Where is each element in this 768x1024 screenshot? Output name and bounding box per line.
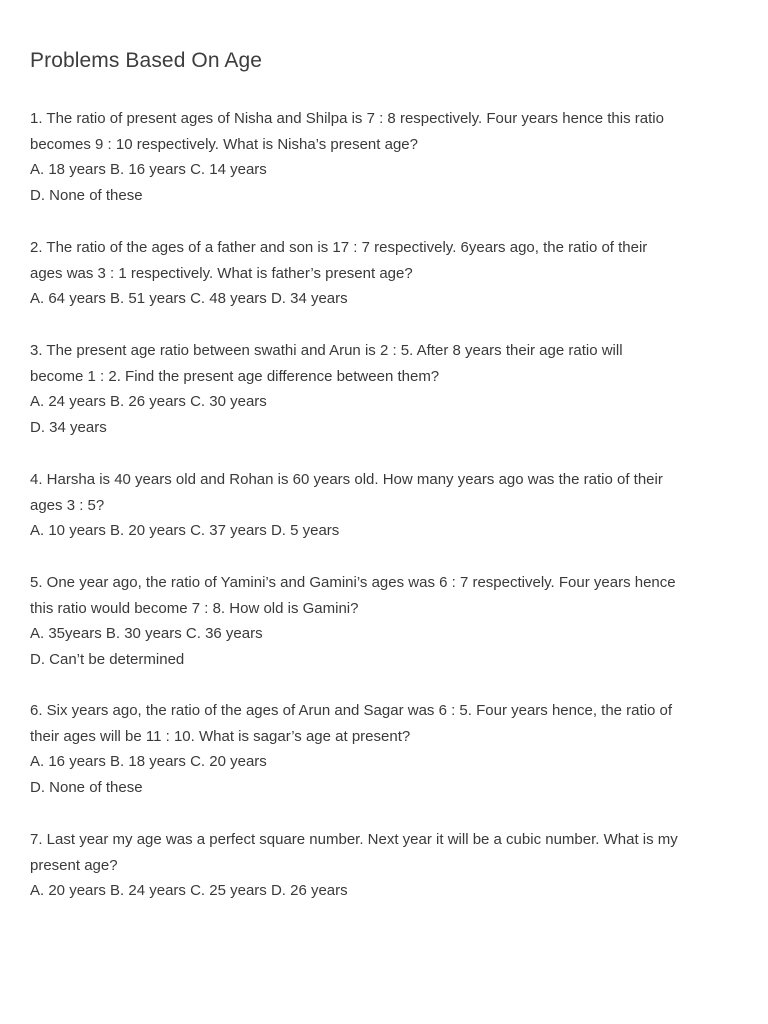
question-text-line: 7. Last year my age was a perfect square number. Next year it will be a cubic number. What is my (30, 831, 678, 848)
answer-options: D. None of these (30, 779, 143, 797)
answer-options: A. 24 years B. 26 years C. 30 years (30, 393, 267, 411)
question-text-line: becomes 9 : 10 respectively. What is Nisha’s present age? (30, 135, 418, 153)
answer-options: A. 35years B. 30 years C. 36 years (30, 625, 263, 643)
answer-options: D. Can’t be determined (30, 651, 185, 669)
question-text-line: ages was 3 : 1 respectively. What is father’s present age? (30, 264, 413, 282)
question-text-line: 4. Harsha is 40 years old and Rohan is 60 years old. How many years ago was the ratio of their (30, 471, 663, 488)
page-title: Problems Based On Age (30, 49, 263, 72)
question-text-line: become 1 : 2. Find the present age difference between them? (30, 367, 440, 385)
question-5 (30, 570, 742, 673)
answer-options: A. 16 years B. 18 years C. 20 years (30, 753, 267, 771)
question-1 (30, 106, 742, 209)
question-text-line: this ratio would become 7 : 8. How old is Gamini? (30, 599, 359, 617)
question-text-line: 3. The present age ratio between swathi and Arun is 2 : 5. After 8 years their age ratio will (30, 342, 623, 359)
question-text-line: their ages will be 11 : 10. What is sagar’s age at present? (30, 727, 411, 745)
answer-options: A. 20 years B. 24 years C. 25 years D. 26 years (30, 882, 348, 900)
answer-options: D. None of these (30, 187, 143, 205)
question-text-line: ages 3 : 5? (30, 496, 105, 514)
question-text-line: 5. One year ago, the ratio of Yamini’s and Gamini’s ages was 6 : 7 respectively. Four years hence (30, 574, 676, 591)
question-text-line: 2. The ratio of the ages of a father and son is 17 : 7 respectively. 6years ago, the ratio of their (30, 239, 648, 256)
question-text-line: present age? (30, 856, 118, 874)
answer-options: A. 18 years B. 16 years C. 14 years (30, 161, 267, 179)
question-2 (30, 235, 742, 312)
question-text-line: 1. The ratio of present ages of Nisha and Shilpa is 7 : 8 respectively. Four years hence this ratio (30, 110, 664, 127)
question-text-line: 6. Six years ago, the ratio of the ages of Arun and Sagar was 6 : 5. Four years hence, the ratio of (30, 702, 673, 719)
question-4 (30, 467, 742, 544)
question-6 (30, 698, 742, 801)
answer-options: D. 34 years (30, 419, 107, 437)
answer-options: A. 64 years B. 51 years C. 48 years D. 34 years (30, 290, 348, 308)
answer-options: A. 10 years B. 20 years C. 37 years D. 5 years (30, 522, 340, 540)
question-7 (30, 827, 742, 904)
question-3 (30, 338, 742, 441)
